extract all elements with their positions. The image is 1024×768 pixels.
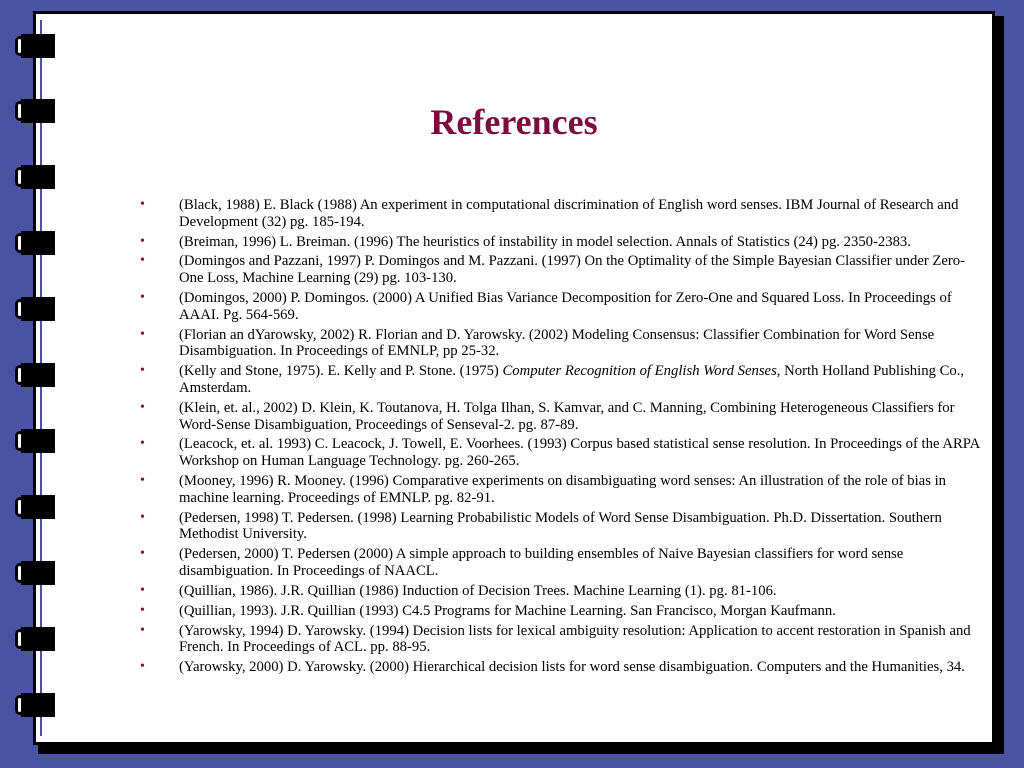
bullet-icon: • [140,253,145,269]
binder-ring-icon [15,164,55,190]
bullet-icon: • [140,602,145,618]
reference-text: (Florian an dYarowsky, 2002) R. Florian and D. Yarowsky. (2002) Modeling Consensus: Classifier Combination for Word Sense Disambiguation. In Proceedings of EMNLP, pp 25-32. [179,326,935,360]
reference-item [140,546,988,579]
binder-ring-icon [15,692,55,718]
reference-item [140,583,988,600]
reference-text: (Leacock, et. al. 1993) C. Leacock, J. Towell, E. Voorhees. (1993) Corpus based statistical sense resolution. In Proceedings of the ARPA Workshop on Human Language Technology. pg. 260-265. [179,436,980,470]
reference-text: (Pedersen, 2000) T. Pedersen (2000) A simple approach to building ensembles of Naive Bayesian classifiers for word sense disambiguation. In Proceedings of NAACL. [179,546,904,579]
reference-item [140,253,988,286]
reference-item [140,400,988,433]
bullet-icon: • [140,363,145,379]
slide-title: References [430,102,598,142]
reference-text: (Quillian, 1986). J.R. Quillian (1986) Induction of Decision Trees. Machine Learning (1). pg. 81-106. [179,582,777,599]
binder-ring-icon [15,626,55,652]
reference-item [140,659,988,676]
reference-text: (Black, 1988) E. Black (1988) An experiment in computational discrimination of English word senses. IBM Journal of Research and Development (32) pg. 185-194. [179,197,959,230]
binder-ring-icon [15,560,55,586]
reference-book-title: Computer Recognition of English Word Senses [502,363,777,380]
bullet-icon: • [140,326,145,342]
reference-text: (Yarowsky, 1994) D. Yarowsky. (1994) Decision lists for lexical ambiguity resolution: Application to accent restoration in Spanish and French. In Proceedings of ACL. pp. 88-95. [179,622,971,656]
reference-text-end: , North Holland Publishing Co., Amsterdam. [179,363,965,396]
reference-item [140,510,988,543]
bullet-icon: • [140,436,145,452]
binder-ring-icon [15,98,55,124]
reference-item [140,290,988,323]
bullet-icon: • [140,546,145,562]
reference-text-start: (Kelly and Stone, 1975). E. Kelly and P. Stone. (1975) [179,363,503,380]
binder-ring-icon [15,33,55,59]
bullet-icon: • [140,622,145,638]
reference-item [140,234,988,251]
reference-text: (Yarowsky, 2000) D. Yarowsky. (2000) Hierarchical decision lists for word sense disambiguation. Computers and the Humanities, 34. [179,659,965,676]
reference-item [140,436,988,469]
binder-ring-icon [15,296,55,322]
bullet-icon: • [140,290,145,306]
reference-item [140,623,988,656]
binder-ring-icon [15,494,55,520]
binder-ring-icon [15,362,55,388]
reference-text: (Domingos and Pazzani, 1997) P. Domingos and M. Pazzani. (1997) On the Optimality of the Simple Bayesian Classifier under Zero-One Loss, Machine Learning (29) pg. 103-130. [179,253,966,287]
binder-ring-icon [15,230,55,256]
reference-item [140,327,988,360]
reference-text: (Mooney, 1996) R. Mooney. (1996) Comparative experiments on disambiguating word senses: An illustration of the role of bias in machine learning. Proceedings of EMNLP. pg. 82-91. [179,473,947,506]
reference-list [140,197,988,679]
reference-item [140,603,988,620]
reference-text: (Domingos, 2000) P. Domingos. (2000) A Unified Bias Variance Decomposition for Zero-One and Squared Loss. In Proceedings of AAAI. Pg. 564-569. [179,290,952,323]
bullet-icon: • [140,197,145,212]
slide-page [33,11,995,745]
reference-text: (Quillian, 1993). J.R. Quillian (1993) C4.5 Programs for Machine Learning. San Francisco, Morgan Kaufmann. [179,602,836,619]
reference-item [140,363,988,396]
reference-text: (Breiman, 1996) L. Breiman. (1996) The heuristics of instability in model selection. Annals of Statistics (24) pg. 2350-2383. [179,233,911,250]
reference-item [140,473,988,506]
bullet-icon: • [140,582,145,598]
reference-text: (Pedersen, 1998) T. Pedersen. (1998) Learning Probabilistic Models of Word Sense Disambiguation. Ph.D. Dissertation. Southern Methodist University. [179,509,942,543]
bullet-icon: • [140,473,145,489]
bullet-icon: • [140,509,145,525]
bullet-icon: • [140,399,145,415]
bullet-icon: • [140,659,145,675]
binder-ring-icon [15,428,55,454]
reference-text: (Klein, et. al., 2002) D. Klein, K. Toutanova, H. Tolga Ilhan, S. Kamvar, and C. Manning, Combining Heterogeneous Classifiers for Word-Sense Disambiguation, Proceedings of Senseval-2. pg. 87-89. [179,399,955,433]
reference-item [140,197,988,230]
reference-text [179,363,964,396]
bullet-icon: • [140,233,145,249]
